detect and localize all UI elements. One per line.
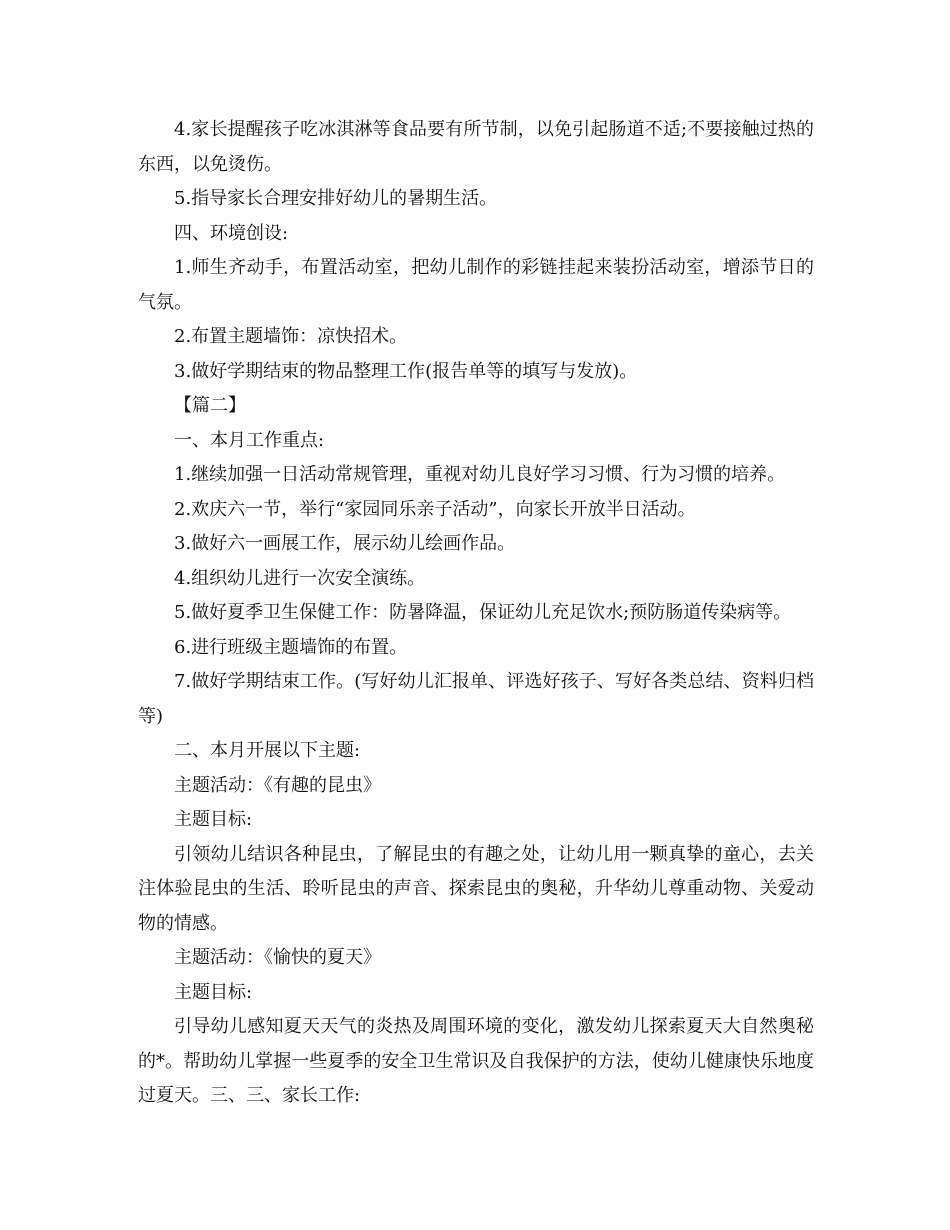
paragraph-semester-items: 3.做好学期结束的物品整理工作(报告单等的填写与发放)。	[174, 360, 638, 382]
theme-goal-insects: 引领幼儿结识各种昆虫，了解昆虫的有趣之处，让幼儿用一颗真挚的童心，去关注体验昆虫的生活、聆听昆虫的声音、探索昆虫的奥秘，升华幼儿尊重动物、关爱动物的情感。	[138, 843, 814, 934]
list-item-art-show: 3.做好六一画展工作，展示幼儿绘画作品。	[174, 533, 516, 554]
list-item-routine: 1.继续加强一日活动常规管理，重视对幼儿良好学习习惯、行为习惯的培养。	[174, 464, 786, 485]
list-item-childrens-day: 2.欢庆六一节，举行“家园同乐亲子活动”，向家长开放半日活动。	[174, 498, 696, 520]
paragraph-decorate-room: 1.师生齐动手，布置活动室，把幼儿制作的彩链挂起来装扮活动室，增添节日的气氛。	[138, 257, 814, 313]
list-item-semester-end: 7.做好学期结束工作。(写好幼儿汇报单、评选好孩子、写好各类总结、资料归档等)	[138, 671, 814, 727]
theme-goal-summer: 引导幼儿感知夏天天气的炎热及周围环境的变化，激发幼儿探索夏天大自然奥秘的*。帮助幼儿掌握一些夏季的安全卫生常识及自我保护的方法，使幼儿健康快乐地度过夏天。三、三、家长工作:	[138, 1016, 814, 1106]
section-heading-themes: 二、本月开展以下主题:	[174, 740, 361, 761]
paragraph-summer-guidance: 5.指导家长合理安排好幼儿的暑期生活。	[174, 188, 498, 209]
part-two-heading: 【篇二】	[174, 395, 246, 416]
document-body	[138, 113, 814, 1114]
list-item-safety-drill: 4.组织幼儿进行一次安全演练。	[174, 567, 426, 589]
paragraph-parent-reminder: 4.家长提醒孩子吃冰淇淋等食品要有所节制，以免引起肠道不适;不要接触过热的东西，以免烫伤。	[138, 119, 814, 175]
theme-goal-label-1: 主题目标:	[174, 809, 253, 830]
list-item-wall-decor: 6.进行班级主题墙饰的布置。	[174, 636, 408, 658]
list-item-health: 5.做好夏季卫生保健工作：防暑降温，保证幼儿充足饮水;预防肠道传染病等。	[174, 602, 792, 623]
theme-goal-label-2: 主题目标:	[174, 981, 253, 1003]
paragraph-theme-wall: 2.布置主题墙饰：凉快招术。	[174, 326, 408, 347]
section-heading-environment: 四、环境创设:	[174, 222, 289, 244]
theme-activity-summer: 主题活动：《愉快的夏天》	[174, 947, 381, 968]
section-heading-monthly-focus: 一、本月工作重点:	[174, 429, 325, 451]
theme-activity-insects: 主题活动：《有趣的昆虫》	[174, 774, 381, 796]
